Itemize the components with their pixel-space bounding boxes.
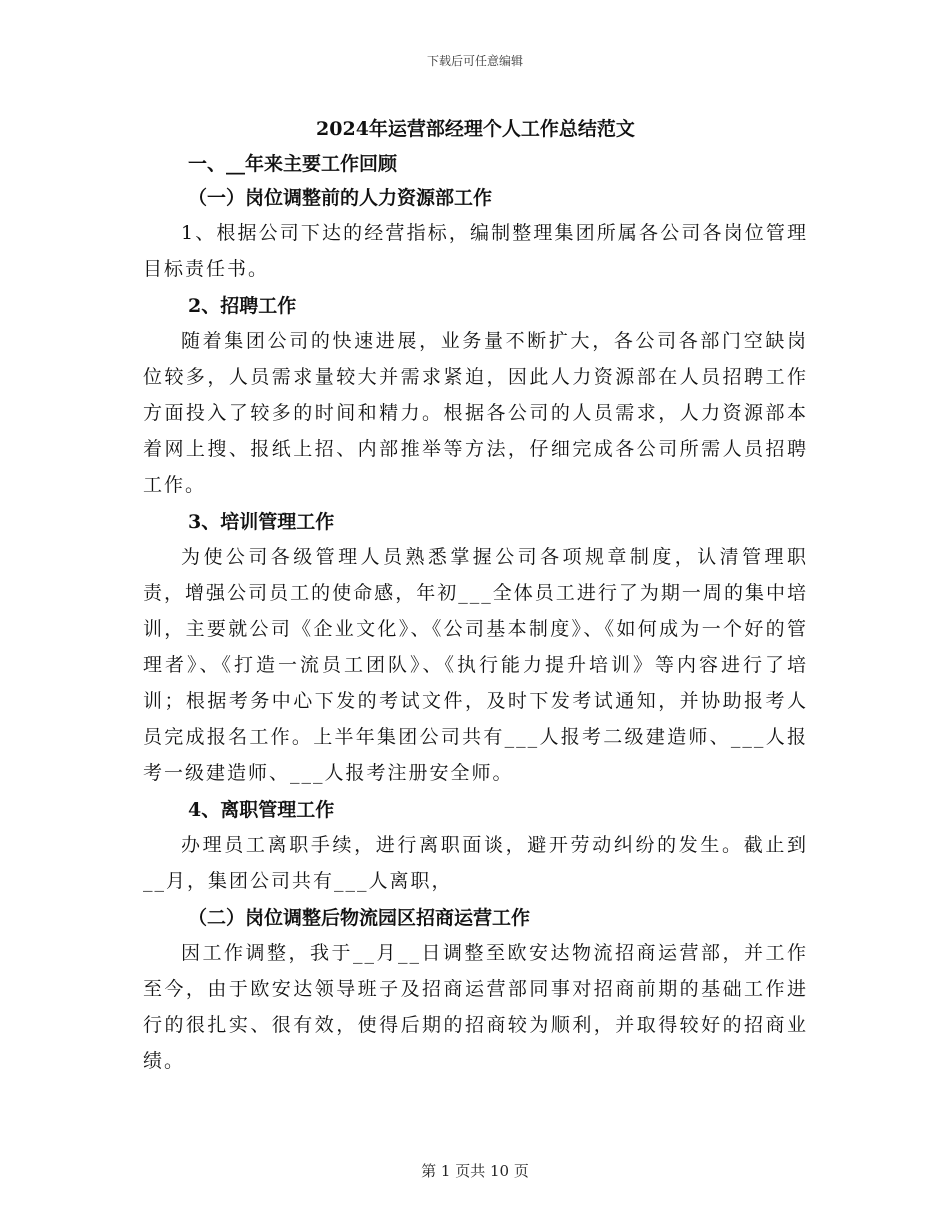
heading-resignation: 4、离职管理工作 <box>188 799 335 821</box>
subsection-heading-1: （一）岗位调整前的人力资源部工作 <box>188 187 493 209</box>
section-heading-1: 一、__年来主要工作回顾 <box>188 153 398 175</box>
paragraph-4: 办理员工离职手续，进行离职面谈，避开劳动纠纷的发生。截止到__月，集团公司共有___人离职， <box>143 834 808 892</box>
heading-recruitment: 2、招聘工作 <box>188 295 297 317</box>
paragraph-1: 1、根据公司下达的经营指标，编制整理集团所属各公司各岗位管理目标责任书。 <box>143 222 808 280</box>
document-body <box>143 112 808 1081</box>
page-header: 下载后可任意编辑 <box>426 54 523 68</box>
heading-training: 3、培训管理工作 <box>188 511 335 533</box>
page-footer: 第 1 页共 10 页 <box>421 1162 529 1180</box>
document-title: 2024年运营部经理个人工作总结范文 <box>316 118 635 140</box>
paragraph-2: 随着集团公司的快速进展，业务量不断扩大，各公司各部门空缺岗位较多，人员需求量较大并需求紧迫，因此人力资源部在人员招聘工作方面投入了较多的时间和精力。根据各公司的人员需求，人力资源部本着网上搜、报纸上招、内部推举等方法，仔细完成各公司所需人员招聘工作。 <box>143 330 808 496</box>
paragraph-3: 为使公司各级管理人员熟悉掌握公司各项规章制度，认清管理职责，增强公司员工的使命感，年初___全体员工进行了为期一周的集中培训，主要就公司《企业文化》、《公司基本制度》、《如何成为一个好的管理者》、《打造一流员工团队》、《执行能力提升培训》等内容进行了培训；根据考务中心下发的考试文件，及时下发考试通知，并协助报考人员完成报名工作。上半年集团公司共有___人报考二级建造师、___人报考一级建造师、___人报考注册安全师。 <box>143 546 808 784</box>
subsection-heading-2: （二）岗位调整后物流园区招商运营工作 <box>188 907 531 929</box>
paragraph-5: 因工作调整，我于__月__日调整至欧安达物流招商运营部，并工作至今，由于欧安达领导班子及招商运营部同事对招商前期的基础工作进行的很扎实、很有效，使得后期的招商较为顺利，并取得较好的招商业绩。 <box>143 942 808 1072</box>
